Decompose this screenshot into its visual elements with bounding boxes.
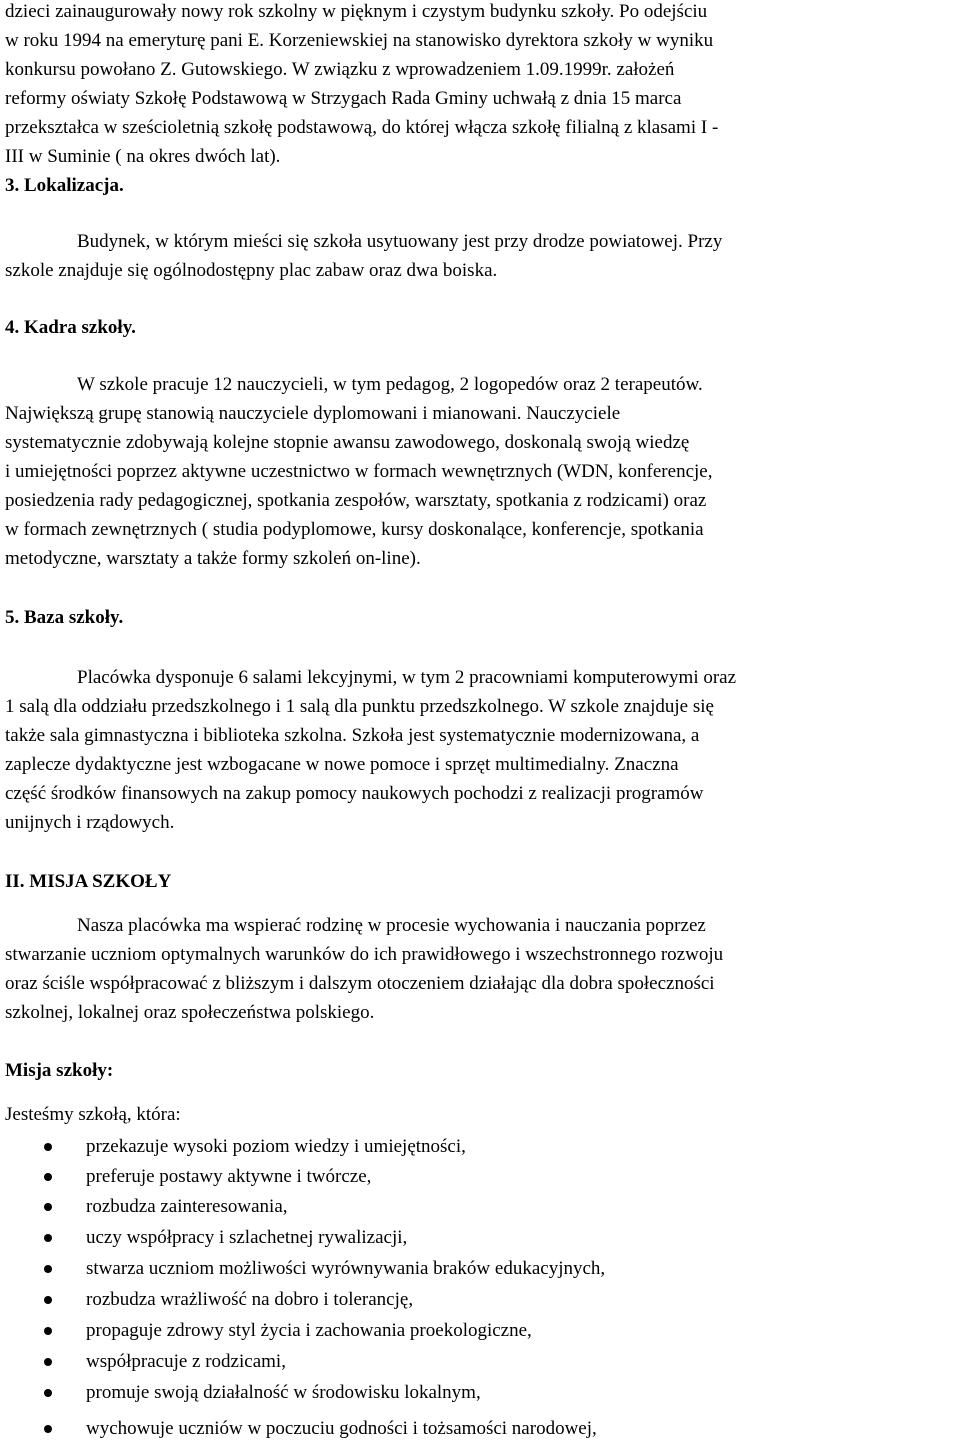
facilities-heading: 5. Baza szkoły. [5, 607, 124, 628]
staff-heading: 4. Kadra szkoły. [5, 317, 136, 338]
bullet-icon [44, 1203, 52, 1211]
facilities-line-2: 1 salą dla oddziału przedszkolnego i 1 salą dla punktu przedszkolnego. W szkole znajduje się [5, 696, 714, 717]
staff-line-2: Największą grupę stanowią nauczyciele dyplomowani i mianowani. Nauczyciele [5, 403, 621, 424]
location-line-2: szkole znajduje się ogólnodostępny plac zabaw oraz dwa boiska. [5, 260, 498, 281]
bullet-icon [44, 1327, 52, 1335]
list-item-text: promuje swoją działalność w środowisku lokalnym, [86, 1382, 481, 1403]
facilities-line-3: także sala gimnastyczna i biblioteka szkolna. Szkoła jest systematycznie modernizowana, a [5, 725, 700, 746]
facilities-line-1: Placówka dysponuje 6 salami lekcyjnymi, w tym 2 pracowniami komputerowymi oraz [77, 667, 737, 688]
history-line-1: dzieci zainaugurowały nowy rok szkolny w pięknym i czystym budynku szkoły. Po odejściu [5, 1, 708, 22]
staff-line-1: W szkole pracuje 12 nauczycieli, w tym pedagog, 2 logopedów oraz 2 terapeutów. [77, 374, 703, 395]
list-item-text: propaguje zdrowy styl życia i zachowania proekologiczne, [86, 1320, 532, 1341]
facilities-line-6: unijnych i rządowych. [5, 812, 175, 833]
bullet-icon [44, 1296, 52, 1304]
staff-line-3: systematycznie zdobywają kolejne stopnie awansu zawodowego, doskonalą swoją wiedzę [5, 432, 690, 453]
bullet-icon [44, 1425, 52, 1433]
list-item-text: rozbudza zainteresowania, [86, 1196, 288, 1217]
history-line-6: III w Suminie ( na okres dwóch lat). [5, 146, 281, 167]
list-item-text: przekazuje wysoki poziom wiedzy i umiejętności, [86, 1136, 466, 1157]
mission-section-line-2: stwarzanie uczniom optymalnych warunków do ich prawidłowego i wszechstronnego rozwoju [5, 944, 724, 965]
history-line-4: reformy oświaty Szkołę Podstawową w Strzygach Rada Gminy uchwałą z dnia 15 marca [5, 88, 682, 109]
staff-line-5: posiedzenia rady pedagogicznej, spotkania zespołów, warsztaty, spotkania z rodzicami) oraz [5, 490, 707, 511]
bullet-icon [44, 1358, 52, 1366]
mission-intro: Jesteśmy szkołą, która: [5, 1104, 181, 1125]
mission-section-line-4: szkolnej, lokalnej oraz społeczeństwa polskiego. [5, 1002, 375, 1023]
bullet-icon [44, 1173, 52, 1181]
list-item-text: stwarza uczniom możliwości wyrównywania braków edukacyjnych, [86, 1258, 606, 1279]
list-item-text: rozbudza wrażliwość na dobro i tolerancję, [86, 1289, 414, 1310]
mission-heading: Misja szkoły: [5, 1060, 114, 1081]
bullet-icon [44, 1234, 52, 1242]
history-line-5: przekształca w sześcioletnią szkołę podstawową, do której włącza szkołę filialną z klasami I - [5, 117, 719, 138]
history-line-2: w roku 1994 na emeryturę pani E. Korzeniewskiej na stanowisko dyrektora szkoły w wyniku [5, 30, 714, 51]
list-item-text: współpracuje z rodzicami, [86, 1351, 286, 1372]
location-line-1: Budynek, w którym mieści się szkoła usytuowany jest przy drodze powiatowej. Przy [77, 231, 723, 252]
bullet-icon [44, 1389, 52, 1397]
list-item-text: preferuje postawy aktywne i twórcze, [86, 1166, 372, 1187]
list-item-text: uczy współpracy i szlachetnej rywalizacji, [86, 1227, 408, 1248]
facilities-line-4: zaplecze dydaktyczne jest wzbogacane w nowe pomoce i sprzęt multimedialny. Znaczna [5, 754, 679, 775]
facilities-line-5: część środków finansowych na zakup pomocy naukowych pochodzi z realizacji programów [5, 783, 704, 804]
mission-section-line-1: Nasza placówka ma wspierać rodzinę w procesie wychowania i nauczania poprzez [77, 915, 706, 936]
bullet-icon [44, 1265, 52, 1273]
list-item-text: wychowuje uczniów w poczuciu godności i tożsamości narodowej, [86, 1418, 597, 1439]
location-heading: 3. Lokalizacja. [5, 175, 124, 196]
history-line-3: konkursu powołano Z. Gutowskiego. W związku z wprowadzeniem 1.09.1999r. założeń [5, 59, 675, 80]
mission-section-line-3: oraz ściśle współpracować z bliższym i dalszym otoczeniem działając dla dobra społeczności [5, 973, 715, 994]
bullet-icon [44, 1143, 52, 1151]
staff-line-6: w formach zewnętrznych ( studia podyplomowe, kursy doskonalące, konferencje, spotkania [5, 519, 704, 540]
staff-line-4: i umiejętności poprzez aktywne uczestnictwo w formach wewnętrznych (WDN, konferencje, [5, 461, 713, 482]
staff-line-7: metodyczne, warsztaty a także formy szkoleń on-line). [5, 548, 421, 569]
mission-section-heading: II. MISJA SZKOŁY [5, 871, 172, 892]
